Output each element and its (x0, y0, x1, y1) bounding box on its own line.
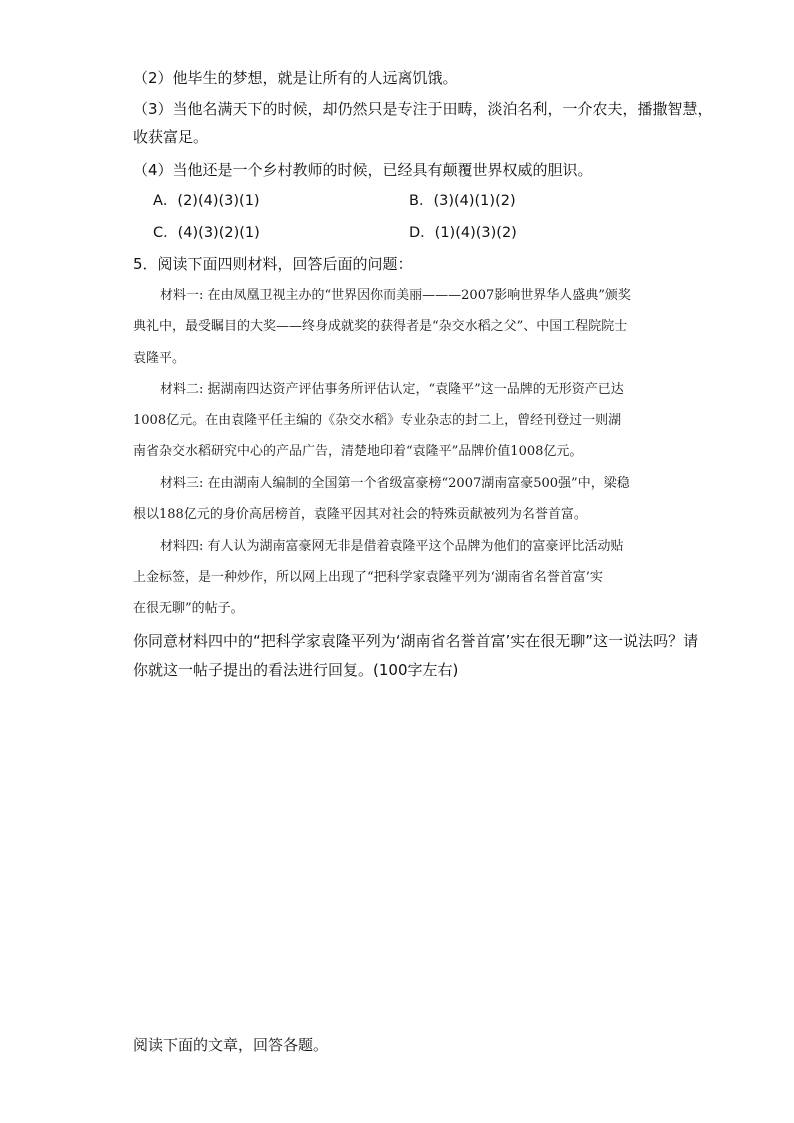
answer-space (133, 690, 663, 1020)
item-3-text-line2: 收获富足。 (133, 128, 209, 146)
material-3-line: 根以188亿元的身价高居榜首，袁隆平因其对社会的特殊贡献被列为名誉首富。 (133, 507, 587, 522)
option-a: A．(2)(4)(3)(1) (153, 193, 260, 209)
item-3-text-line1: （3）当他名满天下的时候，却仍然只是专注于田畴，淡泊名利，一介农夫，播撒智慧， (133, 100, 713, 118)
question-5-prompt-line1: 你同意材料四中的“把科学家袁隆平列为‘湖南省名誉首富’实在很无聊”这一说法吗？请 (133, 632, 699, 650)
option-c: C．(4)(3)(2)(1) (153, 225, 260, 241)
material-2-line: 1008亿元。在由袁隆平任主编的《杂交水稻》专业杂志的封二上，曾经刊登过一则湖 (133, 413, 622, 428)
material-1-line: 袁隆平。 (133, 351, 186, 366)
question-5-stem: 5．阅读下面四则材料，回答后面的问题： (133, 255, 413, 273)
option-d: D．(1)(4)(3)(2) (409, 225, 517, 241)
option-b: B．(3)(4)(1)(2) (409, 193, 516, 209)
material-1-line: 材料一: 在由凤凰卫视主办的“世界因你而美丽———2007影响世界华人盛典”颁奖 (160, 288, 631, 303)
material-4-line: 材料四: 有人认为湖南富豪网无非是借着袁隆平这个品牌为他们的富豪评比活动贴 (160, 539, 624, 554)
next-section-instruction: 阅读下面的文章，回答各题。 (133, 1036, 329, 1054)
material-1-line: 典礼中，最受瞩目的大奖——终身成就奖的获得者是“杂交水稻之父”、中国工程院院士 (133, 319, 628, 334)
material-2-line: 南省杂交水稻研究中心的产品广告，清楚地印着“袁隆平”品牌价值1008亿元。 (133, 444, 583, 459)
material-4-line: 在很无聊”的帖子。 (133, 601, 244, 616)
question-5-prompt-line2: 你就这一帖子提出的看法进行回复。(100字左右) (133, 661, 459, 679)
material-2-line: 材料二: 据湖南四达资产评估事务所评估认定，“袁隆平”这一品牌的无形资产已达 (160, 382, 624, 397)
material-4-line: 上金标签，是一种炒作，所以网上出现了“把科学家袁隆平列为‘湖南省名誉首富’实 (133, 570, 603, 585)
item-4-text: （4）当他还是一个乡村教师的时候，已经具有颠覆世界权威的胆识。 (133, 161, 593, 179)
item-2-text: （2）他毕生的梦想，就是让所有的人远离饥饿。 (133, 69, 458, 87)
material-3-line: 材料三: 在由湖南人编制的全国第一个省级富豪榜“2007湖南富豪500强”中，梁稳 (160, 476, 630, 491)
